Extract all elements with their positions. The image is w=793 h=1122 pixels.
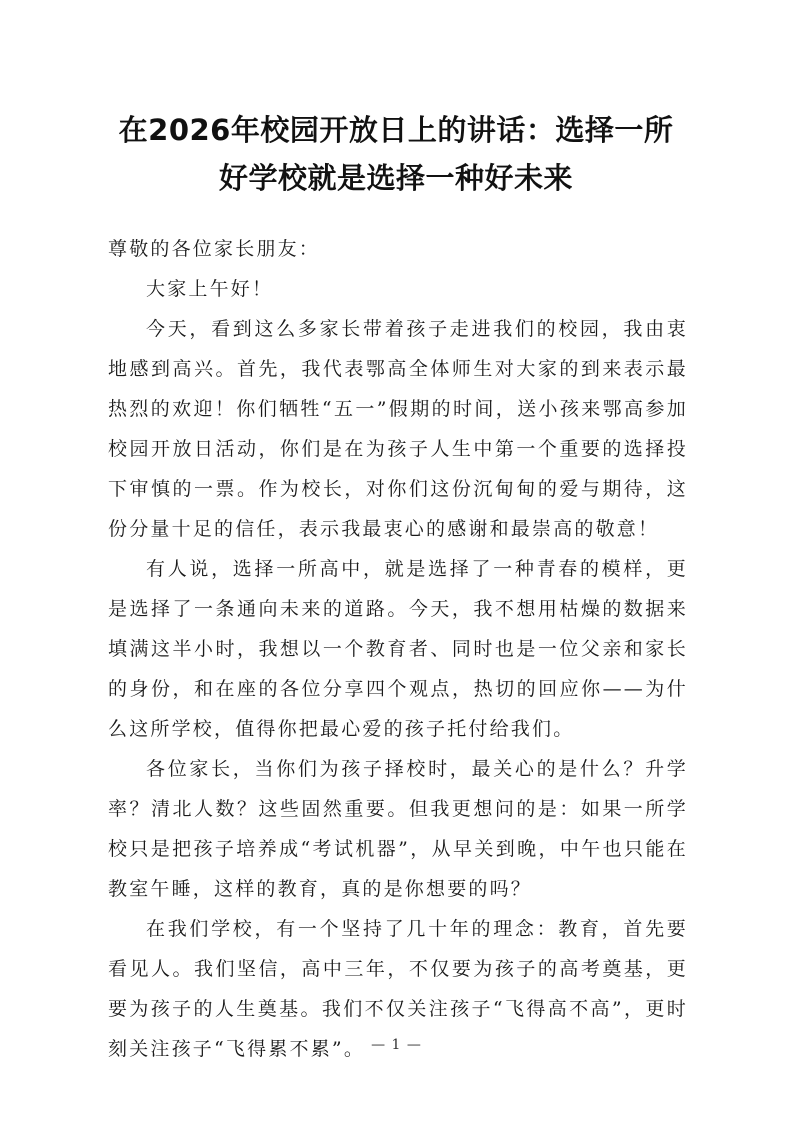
paragraph-greeting: 大家上午好！ <box>146 278 274 300</box>
page-number: — 1 — <box>371 1037 422 1053</box>
paragraph-welcome: 今天，看到这么多家长带着孩子走进我们的校园，我由衷地感到高兴。首先，我代表鄂高全体师生对大家的到来表示最热烈的欢迎！你们牺牲“五一”假期的时间，送小孩来鄂高参加校园开放日活动，你们是在为孩子人生中第一个重要的选择投下审慎的一票。作为校长，对你们这份沉甸甸的爱与期待，这份分量十足的信任，表示我最衷心的感谢和最崇高的敬意！ <box>108 318 688 540</box>
document-title <box>96 106 696 202</box>
document-body <box>108 229 688 1069</box>
title-line-2: 好学校就是选择一种好未来 <box>218 161 573 195</box>
title-line-1: 在2026年校园开放日上的讲话：选择一所 <box>118 113 674 147</box>
salutation: 尊敬的各位家长朋友： <box>108 238 321 260</box>
paragraph-philosophy: 在我们学校，有一个坚持了几十年的理念：教育，首先要看见人。我们坚信，高中三年，不仅要为孩子的高考奠基，更要为孩子的人生奠基。我们不仅关注孩子“飞得高不高”，更时刻关注孩子“飞得累不累”。 <box>108 918 688 1060</box>
paragraph-question: 各位家长，当你们为孩子择校时，最关心的是什么？升学率？清北人数？这些固然重要。但我更想问的是：如果一所学校只是把孩子培养成“考试机器”，从早关到晚，中午也只能在教室午睡，这样的教育，真的是你想要的吗？ <box>108 758 688 900</box>
paragraph-choice: 有人说，选择一所高中，就是选择了一种青春的模样，更是选择了一条通向未来的道路。今天，我不想用枯燥的数据来填满这半小时，我想以一个教育者、同时也是一位父亲和家长的身份，和在座的各位分享四个观点，热切的回应你——为什么这所学校，值得你把最心爱的孩子托付给我们。 <box>108 558 688 740</box>
